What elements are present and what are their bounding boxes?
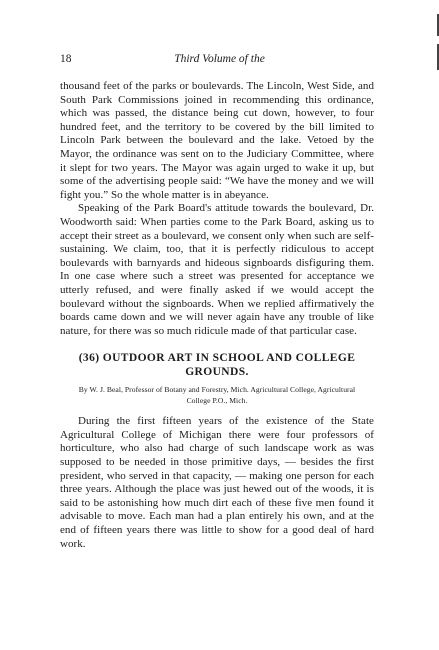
page-number: 18 <box>60 53 72 65</box>
paragraph: During the first fifteen years of the existence of the State Agricultural College of Michigan there were four professors of horticulture, who also had charge of such landscape work as was supposed to be needed in those primitive days, — besides the first president, who served in that capacity, — making one person for each three years. Although the place was just hewed out of the woods, it is said to be astonishing how much dirt each of these five men found it advisable to move. Each man had a plan entirely his own, and at the end of fifteen years there was little to show for a good deal of hard work. <box>60 415 374 550</box>
page-body <box>60 80 374 551</box>
paragraph: Speaking of the Park Board's attitude towards the boulevard, Dr. Woodworth said: When parties come to the Park Board, asking us to accept their street as a boulevard, we consent only when such are self-sustaining. We claim, too, that it is perfectly ridiculous to accept boulevards with barnyards and hideous signboards disfiguring them. In one case where such a street was presented for acceptance we utterly refused, and were finally asked if we would accept the boulevard without the signboards. When we replied affirmatively the boards came down and we will never again have any trouble of like nature, for there was so much ridicule made of that particular case. <box>60 202 374 337</box>
section-heading: (36) OUTDOOR ART IN SCHOOL AND COLLEGE GROUNDS. <box>78 352 356 379</box>
paragraph: thousand feet of the parks or boulevards. The Lincoln, West Side, and South Park Commissions joined in recommending this ordinance, which was passed, the distance being cut down, however, to four hundred feet, and the territory to be covered by the bill limited to Lincoln Park between the boulevard and the lake. Vetoed by the Mayor, the ordinance was sent on to the Judiciary Committee, where it slept for two years. The Mayor was again urged to wake it up, but some of the advertising people said: “We have the money and we will fight you.” So the whole matter is in abeyance. <box>60 80 374 201</box>
running-head: Third Volume of the <box>174 53 265 65</box>
author-byline: By W. J. Beal, Professor of Botany and Forestry, Mich. Agricultural College, Agricultural College P.O., Mich. <box>78 385 356 405</box>
